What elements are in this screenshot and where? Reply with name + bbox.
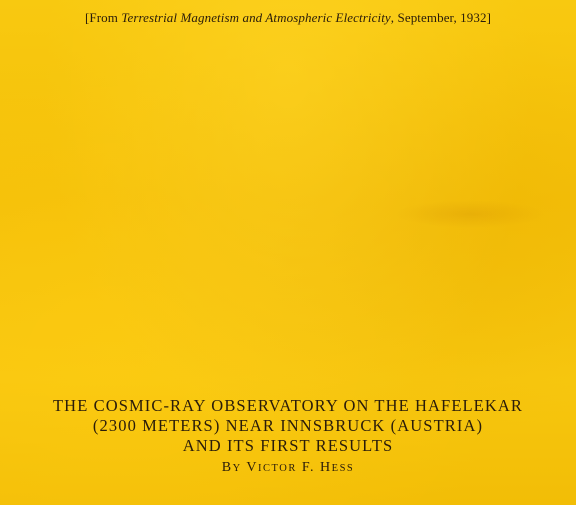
title-line-1: THE COSMIC-RAY OBSERVATORY ON THE HAFELEKAR — [53, 396, 523, 415]
byline-by-initial: B — [221, 460, 233, 475]
author-first-initial: V — [246, 460, 259, 475]
author-byline — [0, 460, 576, 476]
title-line-3: AND ITS FIRST RESULTS — [182, 436, 394, 455]
source-journal: Terrestrial Magnetism and Atmospheric Electricity — [121, 10, 391, 25]
byline-by-rest: Y — [232, 463, 242, 474]
article-title — [0, 396, 576, 456]
source-open-bracket: [ — [84, 10, 90, 25]
author-last-rest: ESS — [331, 463, 355, 474]
author-first-rest: ICTOR — [258, 463, 297, 474]
source-prefix: From — [89, 10, 122, 25]
author-middle-initial: F. — [301, 460, 316, 475]
source-citation — [0, 10, 576, 26]
author-last-initial: H — [320, 460, 332, 475]
paper-stain — [395, 200, 545, 228]
source-date: , September, 1932 — [390, 10, 487, 25]
source-close-bracket: ] — [486, 10, 492, 25]
title-line-2: (2300 METERS) NEAR INNSBRUCK (AUSTRIA) — [92, 416, 484, 435]
